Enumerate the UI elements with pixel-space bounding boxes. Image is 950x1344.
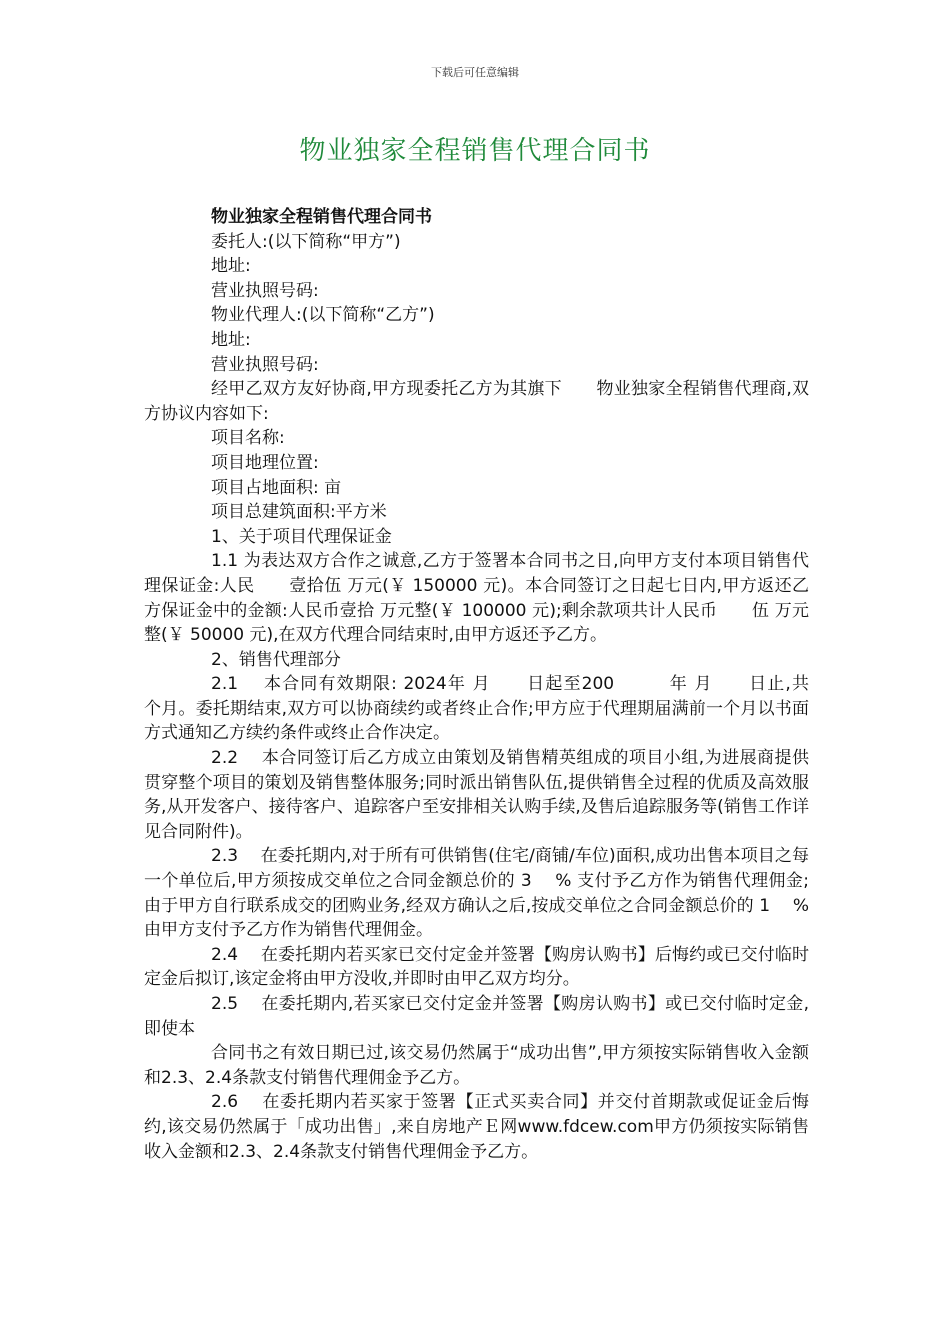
paragraph: 项目地理位置: [211, 452, 319, 473]
paragraph: 1、关于项目代理保证金 [211, 526, 392, 547]
paragraph: 地址: [211, 329, 251, 350]
header-note: 下载后可任意编辑 [431, 66, 519, 79]
paragraph: 2.5 在委托期内,若买家已交付定金并签署【购房认购书】或已交付临时定金,即使本 [144, 994, 809, 1039]
paragraph: 物业独家全程销售代理合同书 [211, 207, 432, 227]
paragraph: 地址: [211, 256, 251, 277]
paragraph: 项目总建筑面积:平方米 [211, 502, 387, 523]
paragraph: 委托人:(以下简称“甲方”) [211, 231, 401, 252]
paragraph: 2.3 在委托期内,对于所有可供销售(住宅/商铺/车位)面积,成功出售本项目之每一个单位后,甲方须按成交单位之合同金额总价的 3 % 支付予乙方作为销售代理佣金;由于甲方自行联系成交的团购业务,经双方确认之后,按成交单位之合同金额总价的 1 % 由甲方支付予乙方作为销售代理佣金。 [144, 846, 809, 941]
paragraph: 2.2 本合同签订后乙方成立由策划及销售精英组成的项目小组,为进展商提供贯穿整个项目的策划及销售整体服务;同时派出销售队伍,提供销售全过程的优质及高效服务,从开发客户、接待客户、追踪客户至安排相关认购手续,及售后追踪服务等(销售工作详见合同附件)。 [144, 748, 809, 842]
paragraph: 营业执照号码: [211, 280, 319, 301]
paragraph: 2.6 在委托期内若买家于签署【正式买卖合同】并交付首期款或促证金后悔约,该交易仍然属于「成功出售」,来自房地产Ｅ网www.fdcew.com甲方仍须按实际销售收入金额和2.3、2.4条款支付销售代理佣金予乙方。 [144, 1092, 809, 1162]
paragraph: 经甲乙双方友好协商,甲方现委托乙方为其旗下 物业独家全程销售代理商,双方协议内容如下: [144, 379, 809, 424]
paragraph: 2、销售代理部分 [211, 649, 341, 670]
paragraph: 项目名称: [211, 428, 285, 449]
paragraph: 1.1 为表达双方合作之诚意,乙方于签署本合同书之日,向甲方支付本项目销售代理保证金:人民 壹拾伍 万元(￥ 150000 元)。本合同签订之日起七日内,甲方返还乙方保证金中的金额:人民币壹拾 万元整(￥ 100000 元);剩余款项共计人民币 伍 万元整(￥ 50000 元),在双方代理合同结束时,由甲方返还予乙方。 [144, 551, 809, 646]
paragraph: 物业代理人:(以下简称“乙方”) [211, 305, 435, 326]
document-body [144, 205, 843, 1164]
paragraph: 2.1 本合同有效期限: 2024年 月 日起至200 年 月 日止,共 个月。委托期结束,双方可以协商续约或者终止合作;甲方应于代理期届满前一个月以书面方式通知乙方续约条件或终止合作决定。 [144, 674, 843, 744]
paragraph: 2.4 在委托期内若买家已交付定金并签署【购房认购书】后悔约或已交付临时定金后拟订,该定金将由甲方没收,并即时由甲乙双方均分。 [144, 944, 809, 990]
paragraph: 合同书之有效日期已过,该交易仍然属于“成功出售”,甲方须按实际销售收入金额和2.3、2.4条款支付销售代理佣金予乙方。 [144, 1043, 809, 1088]
paragraph: 营业执照号码: [211, 354, 319, 375]
paragraph: 项目占地面积: 亩 [211, 477, 342, 498]
document-title: 物业独家全程销售代理合同书 [299, 136, 651, 166]
